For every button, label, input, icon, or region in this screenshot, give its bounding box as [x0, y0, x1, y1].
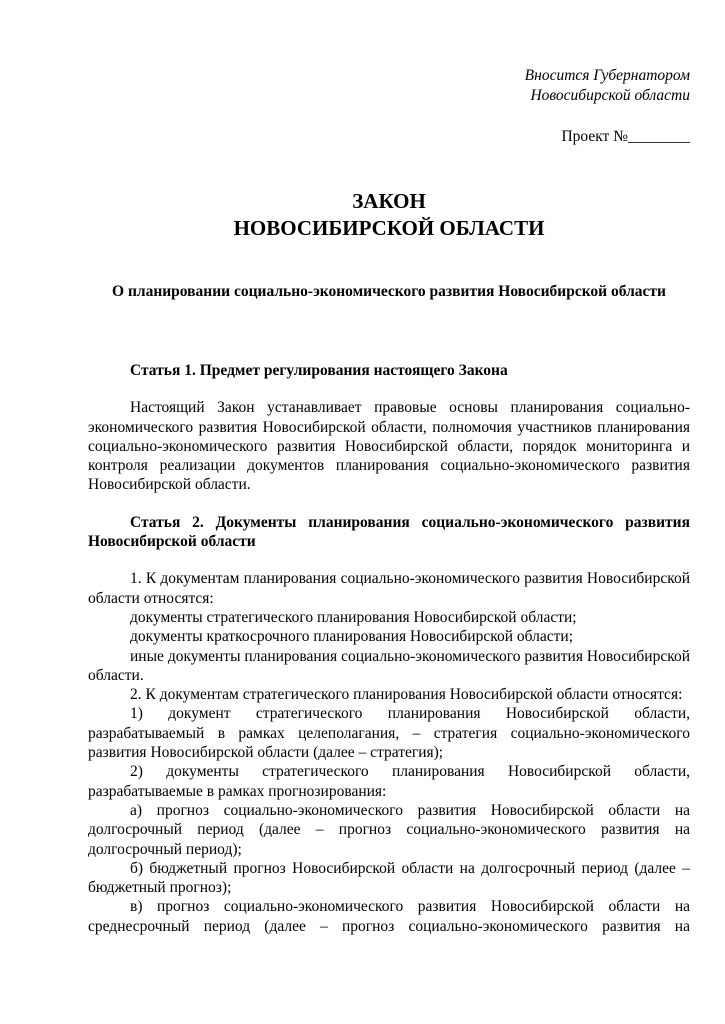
submitted-by-line-1: Вносится Губернатором [524, 67, 690, 84]
article-2-paragraph: 2) документы стратегического планирования Новосибирской области, разрабатываемые в рамках прогнозирования: [88, 763, 690, 800]
project-number: Проект №________ [561, 128, 690, 145]
article-1-text: Настоящий Закон устанавливает правовые основы планирования социально-экономического развития Новосибирской области, полномочия участников планирования социально-экономического развития Новосибирской области, порядок мониторинга и контроля реализации документов планирования социально-экономического развития Новосибирской области. [88, 399, 690, 494]
article-2-paragraph: 1. К документам планирования социально-экономического развития Новосибирской области относятся: [88, 570, 690, 607]
article-2-heading: Статья 2. Документы планирования социально-экономического развития Новосибирской области [88, 513, 690, 551]
law-subtitle: О планировании социально-экономического развития Новосибирской области [112, 283, 666, 300]
article-2-paragraph: а) прогноз социально-экономического развития Новосибирской области на долгосрочный период (далее – прогноз социально-экономического развития на долгосрочный период); [88, 801, 690, 858]
law-body [88, 361, 690, 936]
article-2-paragraph: документы краткосрочного планирования Новосибирской области; [130, 628, 574, 646]
article-2-paragraph: в) прогноз социально-экономического развития Новосибирской области на среднесрочный период (далее – прогноз социально-экономического развития на [88, 898, 690, 935]
article-1-heading: Статья 1. Предмет регулирования настоящего Закона [130, 362, 508, 379]
law-title-line-2: НОВОСИБИРСКОЙ ОБЛАСТИ [233, 216, 545, 240]
submitted-by-note [525, 66, 690, 106]
law-title [88, 188, 690, 242]
article-2-paragraph: б) бюджетный прогноз Новосибирской области на долгосрочный период (далее – бюджетный прогноз); [88, 859, 690, 897]
article-2-paragraph: иные документы планирования социально-экономического развития Новосибирской области. [88, 647, 690, 684]
law-title-line-1: ЗАКОН [352, 189, 426, 213]
article-2-paragraph: 2. К документам стратегического планирования Новосибирской области относятся: [130, 686, 683, 704]
submitted-by-line-2: Новосибирской области [530, 87, 690, 104]
article-2-paragraph: 1) документ стратегического планирования Новосибирской области, разрабатываемый в рамках целеполагания, – стратегия социально-экономического развития Новосибирской области (далее – стратегия); [88, 705, 690, 762]
article-2-paragraph: документы стратегического планирования Новосибирской области; [130, 608, 577, 626]
